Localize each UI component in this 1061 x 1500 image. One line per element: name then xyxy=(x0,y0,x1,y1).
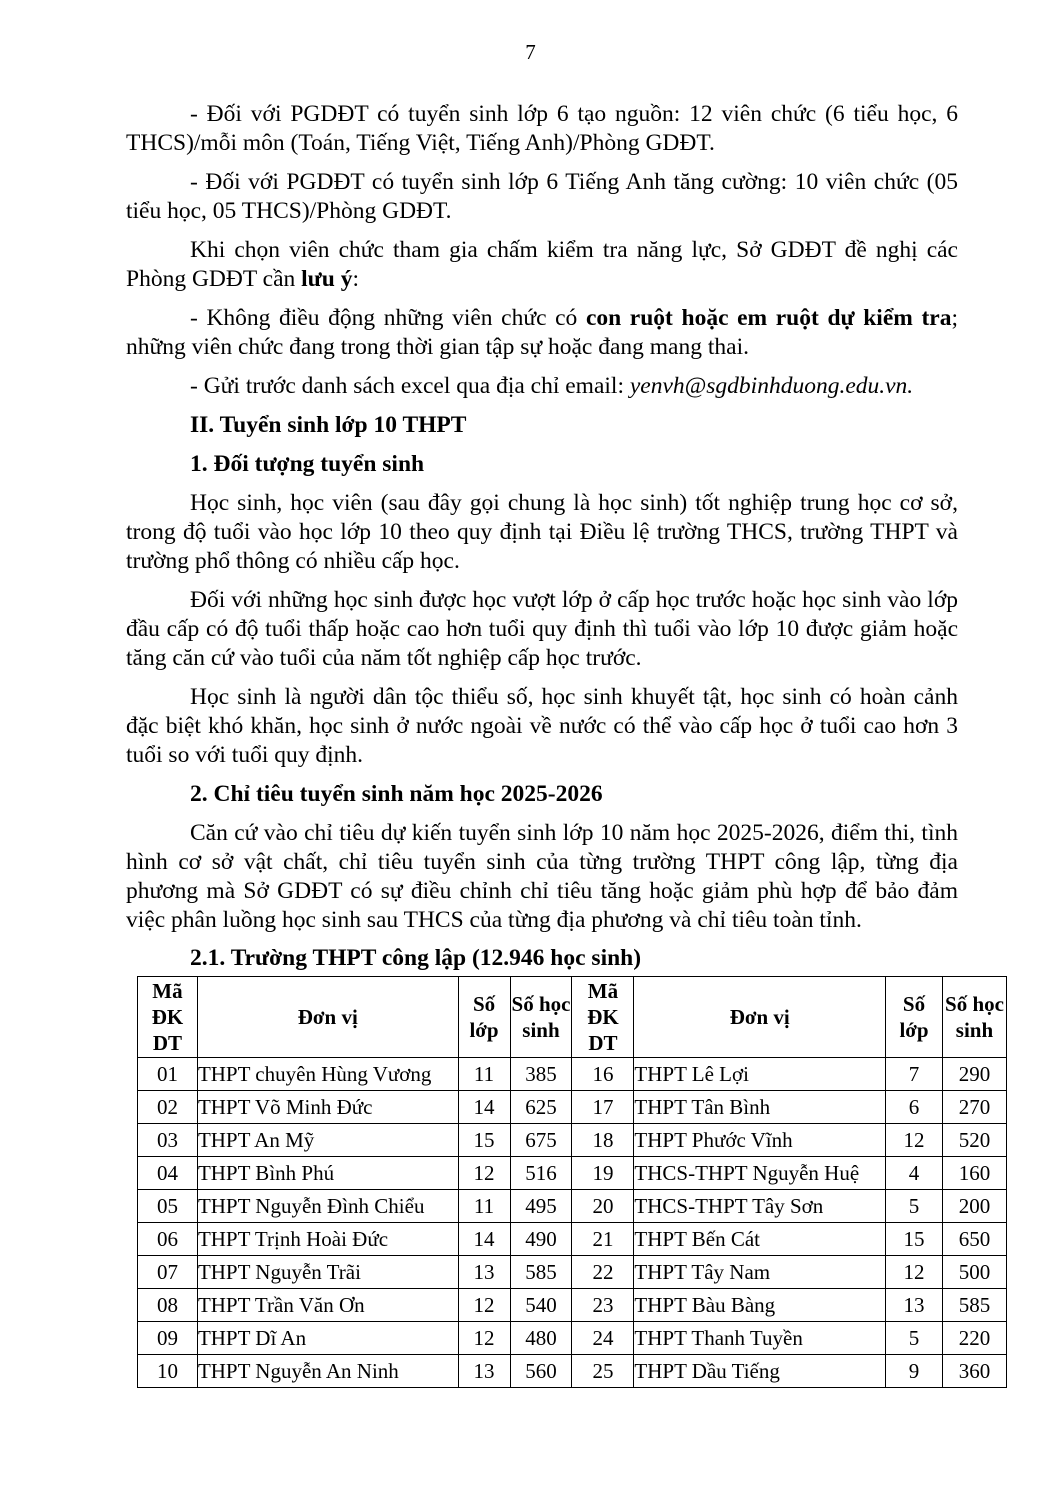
cell-code: 22 xyxy=(572,1256,634,1289)
cell-students: 220 xyxy=(942,1322,1006,1355)
cell-classes: 12 xyxy=(458,1322,510,1355)
cell-unit: THPT Tân Bình xyxy=(634,1091,886,1124)
cell-unit: THPT Bàu Bàng xyxy=(634,1289,886,1322)
cell-unit: THPT Trần Văn Ơn xyxy=(197,1289,458,1322)
table-row xyxy=(138,1157,1007,1190)
document-body xyxy=(126,100,958,971)
cell-unit: THCS-THPT Tây Sơn xyxy=(634,1190,886,1223)
cell-code: 05 xyxy=(138,1190,198,1223)
cell-students: 516 xyxy=(510,1157,572,1190)
text: Khi chọn viên chức tham gia chấm kiểm tra năng lực, Sở GDĐT đề nghị các Phòng GDĐT cần xyxy=(126,237,958,292)
cell-classes: 4 xyxy=(886,1157,943,1190)
header-classes: Số lớp xyxy=(458,977,510,1058)
cell-unit: THPT Nguyễn Đình Chiểu xyxy=(197,1190,458,1223)
cell-unit: THPT Bến Cát xyxy=(634,1223,886,1256)
cell-students: 385 xyxy=(510,1058,572,1091)
cell-students: 495 xyxy=(510,1190,572,1223)
cell-classes: 12 xyxy=(458,1157,510,1190)
cell-classes: 14 xyxy=(458,1091,510,1124)
cell-classes: 5 xyxy=(886,1322,943,1355)
cell-code: 02 xyxy=(138,1091,198,1124)
cell-classes: 7 xyxy=(886,1058,943,1091)
text: - Không điều động những viên chức có xyxy=(190,305,586,331)
header-students: Số học sinh xyxy=(942,977,1006,1058)
text: - Gửi trước danh sách excel qua địa chỉ email: xyxy=(190,373,630,399)
table-row xyxy=(138,1289,1007,1322)
table-row xyxy=(138,1058,1007,1091)
paragraph-can-cu: Căn cứ vào chỉ tiêu dự kiến tuyển sinh lớp 10 năm học 2025-2026, điểm thi, tình hình cơ sở vật chất, chỉ tiêu tuyển sinh của từng trường THPT công lập, từng địa phương mà Sở GDĐT có sự điều chỉnh chỉ tiêu tăng hoặc giảm phù hợp để bảo đảm việc phân luồng học sinh sau THCS của từng địa phương và chỉ tiêu toàn tỉnh. xyxy=(126,820,958,933)
cell-unit: THPT Võ Minh Đức xyxy=(197,1091,458,1124)
subsection-heading-chi-tieu: 2. Chỉ tiêu tuyển sinh năm học 2025-2026 xyxy=(190,781,603,807)
cell-unit: THPT An Mỹ xyxy=(197,1124,458,1157)
cell-classes: 15 xyxy=(458,1124,510,1157)
table-row xyxy=(138,1355,1007,1388)
paragraph-hoc-vuot-lop: Đối với những học sinh được học vượt lớp ở cấp học trước hoặc học sinh vào lớp đầu cấp có độ tuổi thấp hoặc cao hơn tuổi quy định thì tuổi vào lớp 10 được giảm hoặc tăng căn cứ vào tuổi của năm tốt nghiệp cấp học trước. xyxy=(126,587,958,671)
cell-code: 03 xyxy=(138,1124,198,1157)
cell-students: 560 xyxy=(510,1355,572,1388)
cell-code: 20 xyxy=(572,1190,634,1223)
cell-classes: 5 xyxy=(886,1190,943,1223)
cell-code: 08 xyxy=(138,1289,198,1322)
cell-code: 17 xyxy=(572,1091,634,1124)
cell-classes: 13 xyxy=(458,1256,510,1289)
cell-students: 160 xyxy=(942,1157,1006,1190)
cell-code: 21 xyxy=(572,1223,634,1256)
cell-classes: 12 xyxy=(886,1124,943,1157)
cell-code: 25 xyxy=(572,1355,634,1388)
header-classes: Số lớp xyxy=(886,977,943,1058)
cell-classes: 13 xyxy=(886,1289,943,1322)
text: : xyxy=(352,266,360,292)
cell-classes: 14 xyxy=(458,1223,510,1256)
header-code: Mã ĐK DT xyxy=(572,977,634,1058)
cell-classes: 11 xyxy=(458,1190,510,1223)
emphasis-luu-y: lưu ý xyxy=(301,266,353,292)
header-unit: Đơn vị xyxy=(197,977,458,1058)
cell-students: 625 xyxy=(510,1091,572,1124)
table-row xyxy=(138,1091,1007,1124)
cell-unit: THPT Lê Lợi xyxy=(634,1058,886,1091)
cell-students: 360 xyxy=(942,1355,1006,1388)
cell-unit: THPT Nguyễn Trãi xyxy=(197,1256,458,1289)
cell-code: 16 xyxy=(572,1058,634,1091)
cell-code: 10 xyxy=(138,1355,198,1388)
cell-students: 290 xyxy=(942,1058,1006,1091)
header-code: Mã ĐK DT xyxy=(138,977,198,1058)
cell-code: 23 xyxy=(572,1289,634,1322)
cell-unit: THPT Tây Nam xyxy=(634,1256,886,1289)
cell-code: 01 xyxy=(138,1058,198,1091)
cell-unit: THPT Dĩ An xyxy=(197,1322,458,1355)
cell-code: 04 xyxy=(138,1157,198,1190)
paragraph-pgddt-nguon: - Đối với PGDĐT có tuyển sinh lớp 6 tạo nguồn: 12 viên chức (6 tiểu học, 6 THCS)/mỗi môn (Toán, Tiếng Việt, Tiếng Anh)/Phòng GDĐT. xyxy=(126,101,958,156)
cell-unit: THCS-THPT Nguyễn Huệ xyxy=(634,1157,886,1190)
cell-students: 540 xyxy=(510,1289,572,1322)
cell-unit: THPT chuyên Hùng Vương xyxy=(197,1058,458,1091)
page-number: 7 xyxy=(525,40,536,64)
cell-unit: THPT Phước Vĩnh xyxy=(634,1124,886,1157)
table-row xyxy=(138,1190,1007,1223)
cell-classes: 13 xyxy=(458,1355,510,1388)
table-row xyxy=(138,1256,1007,1289)
cell-students: 585 xyxy=(510,1256,572,1289)
paragraph-chon-vien-chuc xyxy=(126,236,958,294)
quota-table xyxy=(137,976,1007,1388)
cell-students: 650 xyxy=(942,1223,1006,1256)
table-row xyxy=(138,1223,1007,1256)
paragraph-pgddt-tieng-anh: - Đối với PGDĐT có tuyển sinh lớp 6 Tiếng Anh tăng cường: 10 viên chức (05 tiểu học, 05 THCS)/Phòng GDĐT. xyxy=(126,169,958,224)
section-heading: II. Tuyển sinh lớp 10 THPT xyxy=(190,412,467,438)
table-body xyxy=(138,1058,1007,1388)
cell-students: 500 xyxy=(942,1256,1006,1289)
subsection-heading-doi-tuong: 1. Đối tượng tuyển sinh xyxy=(190,451,425,477)
cell-students: 585 xyxy=(942,1289,1006,1322)
cell-unit: THPT Bình Phú xyxy=(197,1157,458,1190)
cell-students: 520 xyxy=(942,1124,1006,1157)
cell-unit: THPT Nguyễn An Ninh xyxy=(197,1355,458,1388)
paragraph-dan-toc-thieu-so: Học sinh là người dân tộc thiểu số, học sinh khuyết tật, học sinh có hoàn cảnh đặc biệt khó khăn, học sinh ở nước ngoài về nước có thể vào cấp học ở tuổi cao hơn 3 tuổi so với tuổi quy định. xyxy=(126,684,958,768)
cell-classes: 12 xyxy=(458,1289,510,1322)
cell-students: 200 xyxy=(942,1190,1006,1223)
cell-code: 24 xyxy=(572,1322,634,1355)
paragraph-khong-dieu-dong xyxy=(126,304,958,362)
cell-classes: 12 xyxy=(886,1256,943,1289)
subsection-heading-cong-lap: 2.1. Trường THPT công lập (12.946 học sinh) xyxy=(190,945,642,971)
cell-code: 06 xyxy=(138,1223,198,1256)
cell-classes: 6 xyxy=(886,1091,943,1124)
cell-unit: THPT Thanh Tuyền xyxy=(634,1322,886,1355)
cell-students: 270 xyxy=(942,1091,1006,1124)
cell-students: 490 xyxy=(510,1223,572,1256)
cell-students: 675 xyxy=(510,1124,572,1157)
table-header-row xyxy=(138,977,1007,1058)
cell-classes: 15 xyxy=(886,1223,943,1256)
cell-unit: THPT Dầu Tiếng xyxy=(634,1355,886,1388)
paragraph-gui-email xyxy=(126,372,958,401)
paragraph-doi-tuong: Học sinh, học viên (sau đây gọi chung là học sinh) tốt nghiệp trung học cơ sở, trong độ tuổi vào học lớp 10 theo quy định tại Điều lệ trường THCS, trường THPT và trường phổ thông có nhiều cấp học. xyxy=(126,490,958,574)
cell-classes: 11 xyxy=(458,1058,510,1091)
table-row xyxy=(138,1322,1007,1355)
cell-classes: 9 xyxy=(886,1355,943,1388)
emphasis-con-ruot: con ruột hoặc em ruột dự kiểm tra xyxy=(585,305,952,331)
cell-code: 09 xyxy=(138,1322,198,1355)
cell-code: 19 xyxy=(572,1157,634,1190)
cell-code: 07 xyxy=(138,1256,198,1289)
cell-unit: THPT Trịnh Hoài Đức xyxy=(197,1223,458,1256)
cell-students: 480 xyxy=(510,1322,572,1355)
cell-code: 18 xyxy=(572,1124,634,1157)
header-students: Số học sinh xyxy=(510,977,572,1058)
email-address: yenvh@sgdbinhduong.edu.vn. xyxy=(629,373,914,399)
text: ; những viên chức đang trong thời gian tập sự hoặc đang mang thai. xyxy=(126,305,958,360)
table-row xyxy=(138,1124,1007,1157)
header-unit: Đơn vị xyxy=(634,977,886,1058)
